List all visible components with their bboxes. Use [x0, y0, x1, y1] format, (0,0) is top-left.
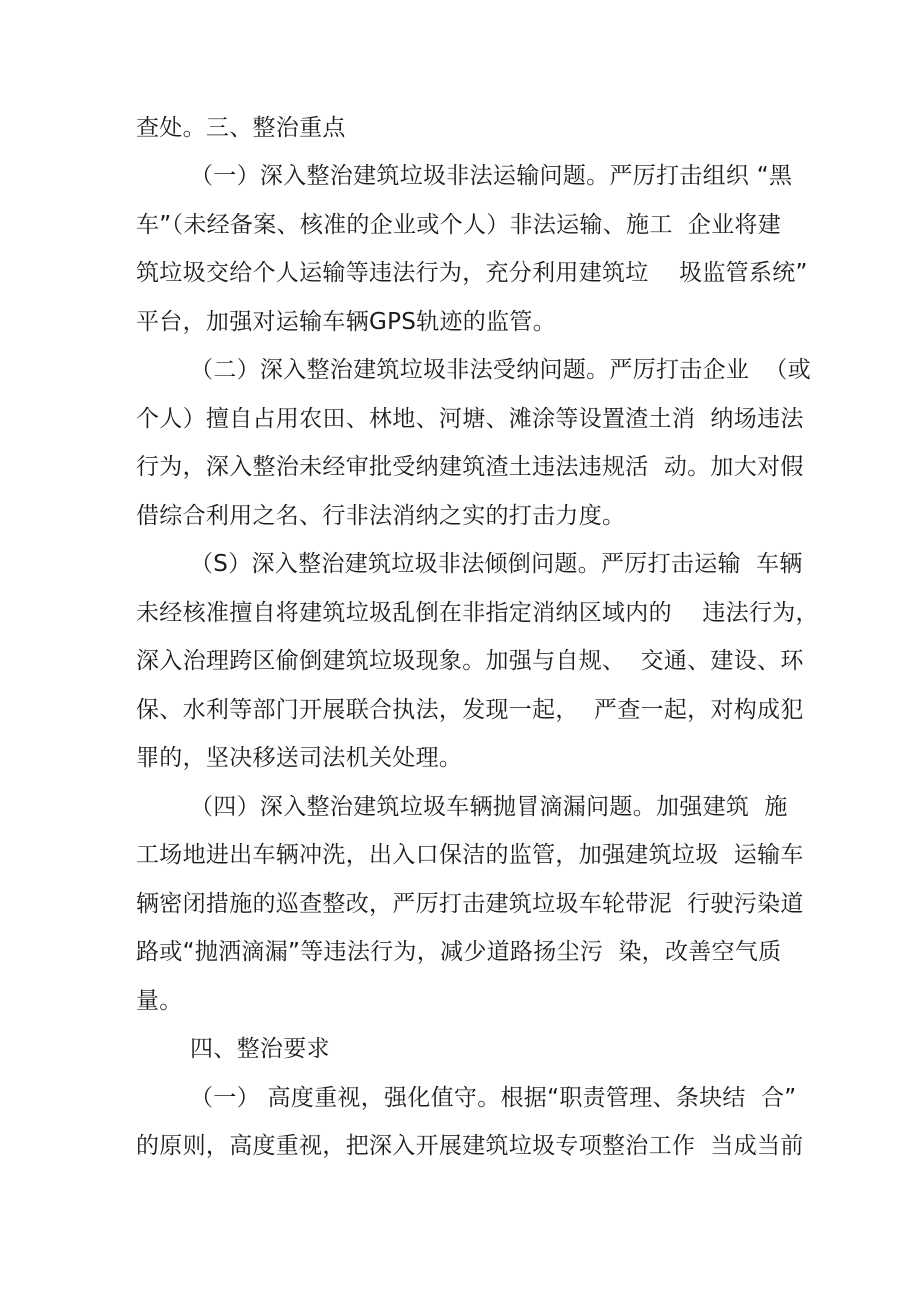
text-line-4: 筑垃圾交给个人运输等违法行为，充分利用建筑垃 圾监管系统”: [136, 260, 808, 286]
text-line-11: 未经核准擅自将建筑垃圾乱倒在非指定消纳区域内的 违法行为，: [136, 600, 819, 626]
section-heading: 四、整治要求: [190, 1036, 330, 1062]
text-line-18: 路或“抛洒滴漏”等违法行为，减少道路扬尘污 染，改善空气质: [136, 939, 782, 965]
text-line-22: 的原则，高度重视，把深入开展建筑垃圾专项整治工作 当成当前: [136, 1133, 804, 1159]
text-line-10: （S）深入整治建筑垃圾非法倾倒问题。严厉打击运输 车辆: [190, 551, 803, 577]
text-line-3: 车”（未经备案、核准的企业或个人）非法运输、施工 企业将建: [136, 212, 782, 238]
text-line-7: 个人）擅自占用农田、林地、河塘、滩涂等设置渣土消 纳场违法: [136, 406, 804, 432]
text-line-14: 罪的，坚决移送司法机关处理。: [136, 745, 463, 771]
text-line-21: （一） 高度重视，强化值守。根据“职责管理、条块结 合”: [190, 1085, 797, 1111]
text-line-8: 行为，深入整治未经审批受纳建筑渣土违法违规活 动。加大对假: [136, 454, 804, 480]
text-line-5: 平台，加强对运输车辆GPS轨迹的监管。: [136, 309, 556, 335]
text-line-1: 查处。三、整治重点: [136, 115, 346, 141]
text-line-2: （一）深入整治建筑垃圾非法运输问题。严厉打击组织 “黑: [190, 163, 793, 189]
text-line-9: 借综合利用之名、行非法消纳之实的打击力度。: [136, 503, 626, 529]
text-line-19: 量。: [136, 988, 183, 1014]
text-line-15: （四）深入整治建筑垃圾车辆抛冒滴漏问题。加强建筑 施: [190, 794, 788, 820]
text-line-12: 深入治理跨区偷倒建筑垃圾现象。加强与自规、 交通、建设、环: [136, 648, 804, 674]
text-line-6: （二）深入整治建筑垃圾非法受纳问题。严厉打击企业 （或: [190, 357, 812, 383]
text-line-16: 工场地进出车辆冲洗，出入口保洁的监管，加强建筑垃圾 运输车: [136, 842, 804, 868]
text-line-17: 辆密闭措施的巡查整改，严厉打击建筑垃圾车轮带泥 行驶污染道: [136, 891, 804, 917]
text-line-13: 保、水利等部门开展联合执法，发现一起， 严查一起，对构成犯: [136, 697, 804, 723]
